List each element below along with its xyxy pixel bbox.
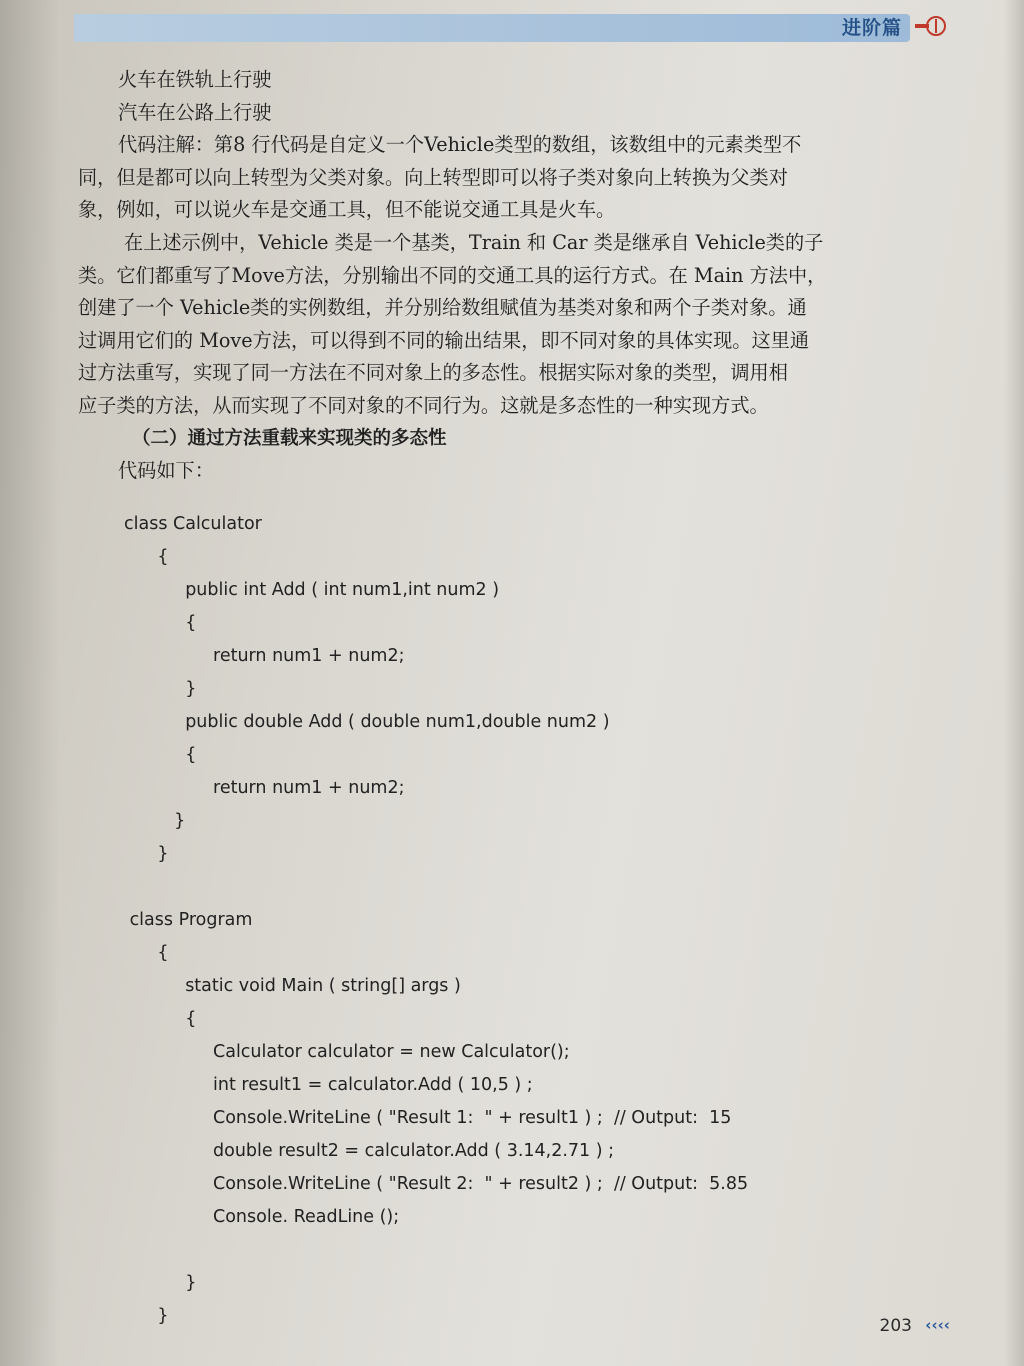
code-line: return num1 + num2;	[124, 778, 405, 798]
paragraph-line: 在上述示例中，Vehicle 类是一个基类，Train 和 Car 类是继承自 Vehicle类的子	[124, 230, 824, 254]
code-line: Console. ReadLine ();	[124, 1207, 400, 1227]
section-title: 进阶篇	[841, 17, 902, 39]
code-line	[124, 871, 944, 904]
code-line: public int Add ( int num1,int num2 )	[124, 580, 500, 600]
body-text	[78, 64, 918, 488]
code-line: public double Add ( double num1,double num2 )	[124, 712, 610, 732]
code-line: return num1 + num2;	[124, 646, 405, 666]
code-line: Console.WriteLine ( "Result 1: " + result1 ) ; // Output: 15	[124, 1108, 732, 1128]
code-line: {	[124, 547, 169, 567]
code-line: {	[124, 1009, 197, 1029]
page-edge	[1004, 0, 1024, 1366]
page-arrows-icon: ‹‹‹‹	[925, 1316, 950, 1334]
code-note: 象，例如，可以说火车是交通工具，但不能说交通工具是火车。	[78, 198, 616, 222]
output-line: 汽车在公路上行驶	[118, 100, 272, 124]
code-line: double result2 = calculator.Add ( 3.14,2.71 ) ;	[124, 1141, 615, 1161]
page-number: 203	[879, 1316, 912, 1336]
code-listing	[124, 508, 944, 1333]
code-line: }	[124, 811, 186, 831]
paragraph-line: 创建了一个 Vehicle类的实例数组，并分别给数组赋值为基类对象和两个子类对象。通	[78, 296, 807, 320]
code-line: class Program	[124, 910, 253, 930]
paragraph-line: 应子类的方法，从而实现了不同对象的不同行为。这就是多态性的一种实现方式。	[78, 393, 769, 417]
code-line: }	[124, 1273, 197, 1293]
code-line: {	[124, 943, 169, 963]
code-line: {	[124, 745, 197, 765]
paragraph-line: 过方法重写，实现了同一方法在不同对象上的多态性。根据实际对象的类型，调用相	[78, 361, 788, 385]
code-line: class Calculator	[124, 514, 262, 534]
code-line: static void Main ( string[] args )	[124, 976, 461, 996]
code-line: }	[124, 679, 197, 699]
code-line: int result1 = calculator.Add ( 10,5 ) ;	[124, 1075, 533, 1095]
code-line	[124, 1234, 944, 1267]
page-binding-shadow	[0, 0, 60, 1366]
code-line: Console.WriteLine ( "Result 2: " + result2 ) ; // Output: 5.85	[124, 1174, 749, 1194]
code-line: Calculator calculator = new Calculator();	[124, 1042, 570, 1062]
output-line: 火车在铁轨上行驶	[118, 68, 272, 91]
code-line: }	[124, 844, 169, 864]
code-line: {	[124, 613, 197, 633]
paragraph-line: 类。它们都重写了Move方法，分别输出不同的交通工具的运行方式。在 Main 方法中，	[78, 263, 827, 287]
paragraph-line: 过调用它们的 Move方法，可以得到不同的输出结果，即不同对象的具体实现。这里通	[78, 328, 810, 352]
code-note: 代码注解：第8 行代码是自定义一个Vehicle类型的数组，该数组中的元素类型不	[118, 133, 802, 157]
key-icon	[914, 15, 948, 37]
code-line: }	[124, 1306, 169, 1326]
section-subheading: （二）通过方法重载来实现类的多态性	[132, 427, 447, 449]
header-bar	[74, 14, 910, 42]
code-intro: 代码如下：	[118, 459, 214, 483]
code-note: 同，但是都可以向上转型为父类对象。向上转型即可以将子类对象向上转换为父类对	[78, 165, 788, 189]
